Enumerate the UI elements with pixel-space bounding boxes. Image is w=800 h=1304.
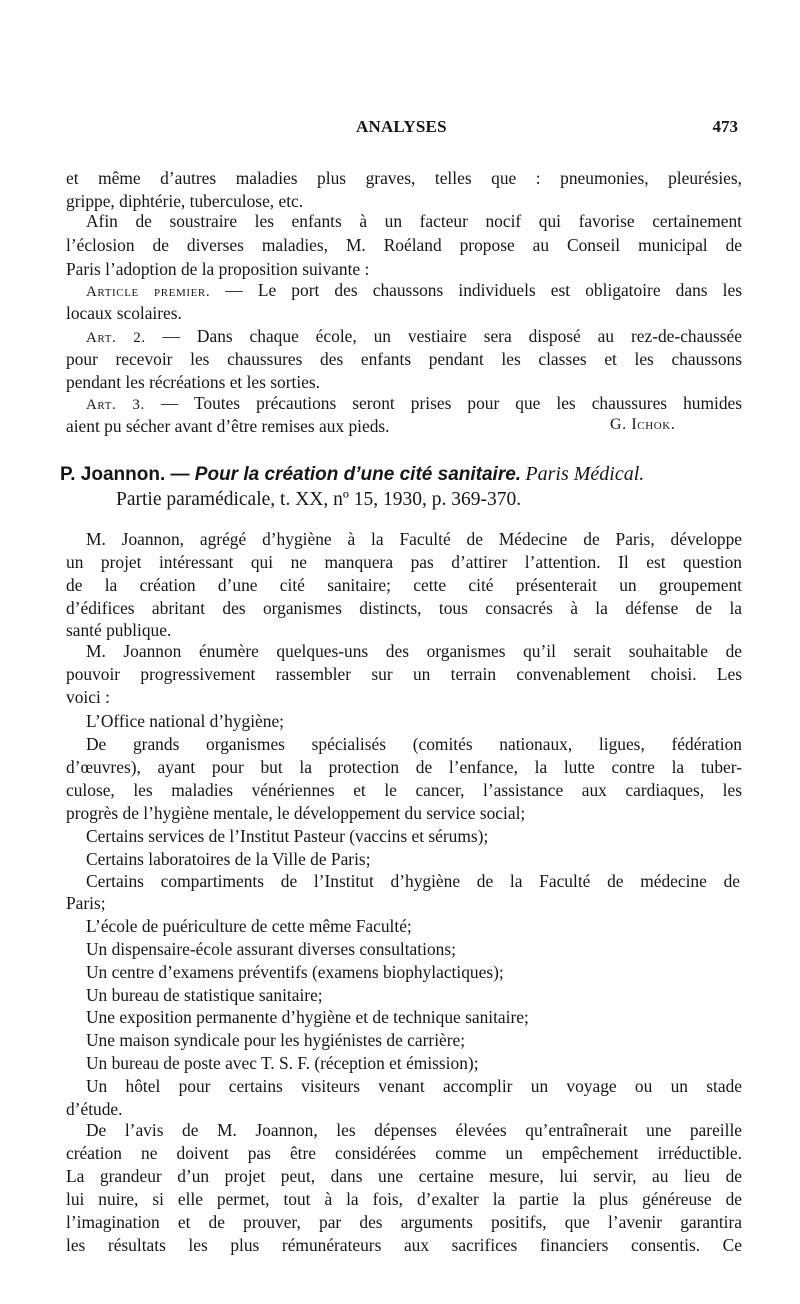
text-line: un projet intéressant qui ne manquera pas d’attirer l’attention. Il est question [66,552,742,572]
journal-name: Paris Médical. [525,463,645,485]
text-line: De l’avis de M. Joannon, les dépenses élevées qu’entraînerait une pareille [86,1120,742,1140]
text-line: Un hôtel pour certains visiteurs venant accomplir un voyage ou un stade [86,1076,742,1096]
text-line: Un bureau de statistique sanitaire; [86,985,323,1005]
text-line: pendant les récréations et les sorties. [66,372,321,392]
text-line: Une maison syndicale pour les hygiénistes de carrière; [86,1030,466,1050]
article-label: Art. 2. [86,330,146,346]
text-line: locaux scolaires. [66,303,182,323]
text-line: d’édifices abritant des organismes distincts, tous consacrés à la défense de la [66,598,742,618]
text-line: De grands organismes spécialisés (comités nationaux, ligues, fédération [86,734,742,754]
text-line: Un centre d’examens préventifs (examens biophylactiques); [86,962,504,982]
text-line: et même d’autres maladies plus graves, telles que : pneumonies, pleurésies, [66,168,742,188]
text-line: les résultats les plus rémunérateurs aux sacrifices financiers consentis. Ce [66,1235,742,1255]
text-line: Une exposition permanente d’hygiène et de technique sanitaire; [86,1007,529,1027]
page-number: 473 [712,117,738,136]
text-line: lui nuire, si elle permet, tout à la fois, d’exalter la partie la plus généreuse de [66,1189,742,1209]
text-line: L’Office national d’hygiène; [86,711,284,731]
text-line: progrès de l’hygiène mentale, le développement du service social; [66,803,526,823]
article-3-line: Art. 3. — Toutes précautions seront prises pour que les chaussures humides [86,393,742,413]
article-reference: Partie paramédicale, t. XX, nº 15, 1930, p. 369-370. [116,489,522,510]
article-label: Article premier. [86,284,211,300]
text-line: voici : [66,687,110,707]
article-author: P. Joannon. [60,464,166,485]
text-line: culose, les maladies vénériennes et le cancer, l’assistance aux cardiaques, les [66,780,742,800]
text-line: Afin de soustraire les enfants à un facteur nocif qui favorise certainement [86,211,742,231]
signature: G. Ichok. [610,416,676,433]
text-line: grippe, diphtérie, tuberculose, etc. [66,191,304,211]
text-line: Certains laboratoires de la Ville de Paris; [86,849,371,869]
text-line: Certains services de l’Institut Pasteur (vaccins et sérums); [86,826,489,846]
article-title: Pour la création d’une cité sanitaire. [194,464,522,485]
text-line: M. Joannon énumère quelques-uns des organismes qu’il serait souhaitable de [86,641,742,661]
article-label: Art. 3. [86,397,145,413]
text-line: La grandeur d’un projet peut, dans une certaine mesure, lui servir, au lieu de [66,1166,742,1186]
text-line: l’imagination et de prouver, par des arguments positifs, que l’avenir garantira [66,1212,742,1232]
article-1-line: Article premier. — Le port des chaussons individuels est obligatoire dans les [86,280,742,300]
page-header [66,117,738,143]
text-line: création ne doivent pas être considérées comme un empêchement irréductible. [66,1143,742,1163]
text-line: de la création d’une cité sanitaire; cette cité présenterait un groupement [66,575,742,595]
text-line: Paris; [66,893,106,913]
text-line: pour recevoir les chaussures des enfants pendant les classes et les chaussons [66,349,742,369]
text-line: d’étude. [66,1099,123,1119]
text-line: Paris l’adoption de la proposition suivante : [66,259,370,279]
article-2-line: Art. 2. — Dans chaque école, un vestiaire sera disposé au rez-de-chaussée [86,326,742,346]
text-line: l’éclosion de diverses maladies, M. Roéland propose au Conseil municipal de [66,235,742,255]
text-line: Certains compartiments de l’Institut d’hygiène de la Faculté de médecine de [86,871,740,891]
text-line: M. Joannon, agrégé d’hygiène à la Faculté de Médecine de Paris, développe [86,529,742,549]
text-line: aient pu sécher avant d’être remises aux pieds. [66,416,390,436]
text-line: d’œuvres), ayant pour but la protection de l’enfance, la lutte contre la tuber- [66,757,742,777]
article-heading: P. Joannon. — Pour la création d’une cité sanitaire. Paris Médical. [60,463,645,485]
text-line: santé publique. [66,620,172,640]
text-line: Un dispensaire-école assurant diverses consultations; [86,939,456,959]
text-line: Un bureau de poste avec T. S. F. (réception et émission); [86,1053,479,1073]
text-line: L’école de puériculture de cette même Faculté; [86,916,412,936]
running-title: ANALYSES [356,117,447,136]
text-line: pouvoir progressivement rassembler sur un terrain convenablement choisi. Les [66,664,742,684]
